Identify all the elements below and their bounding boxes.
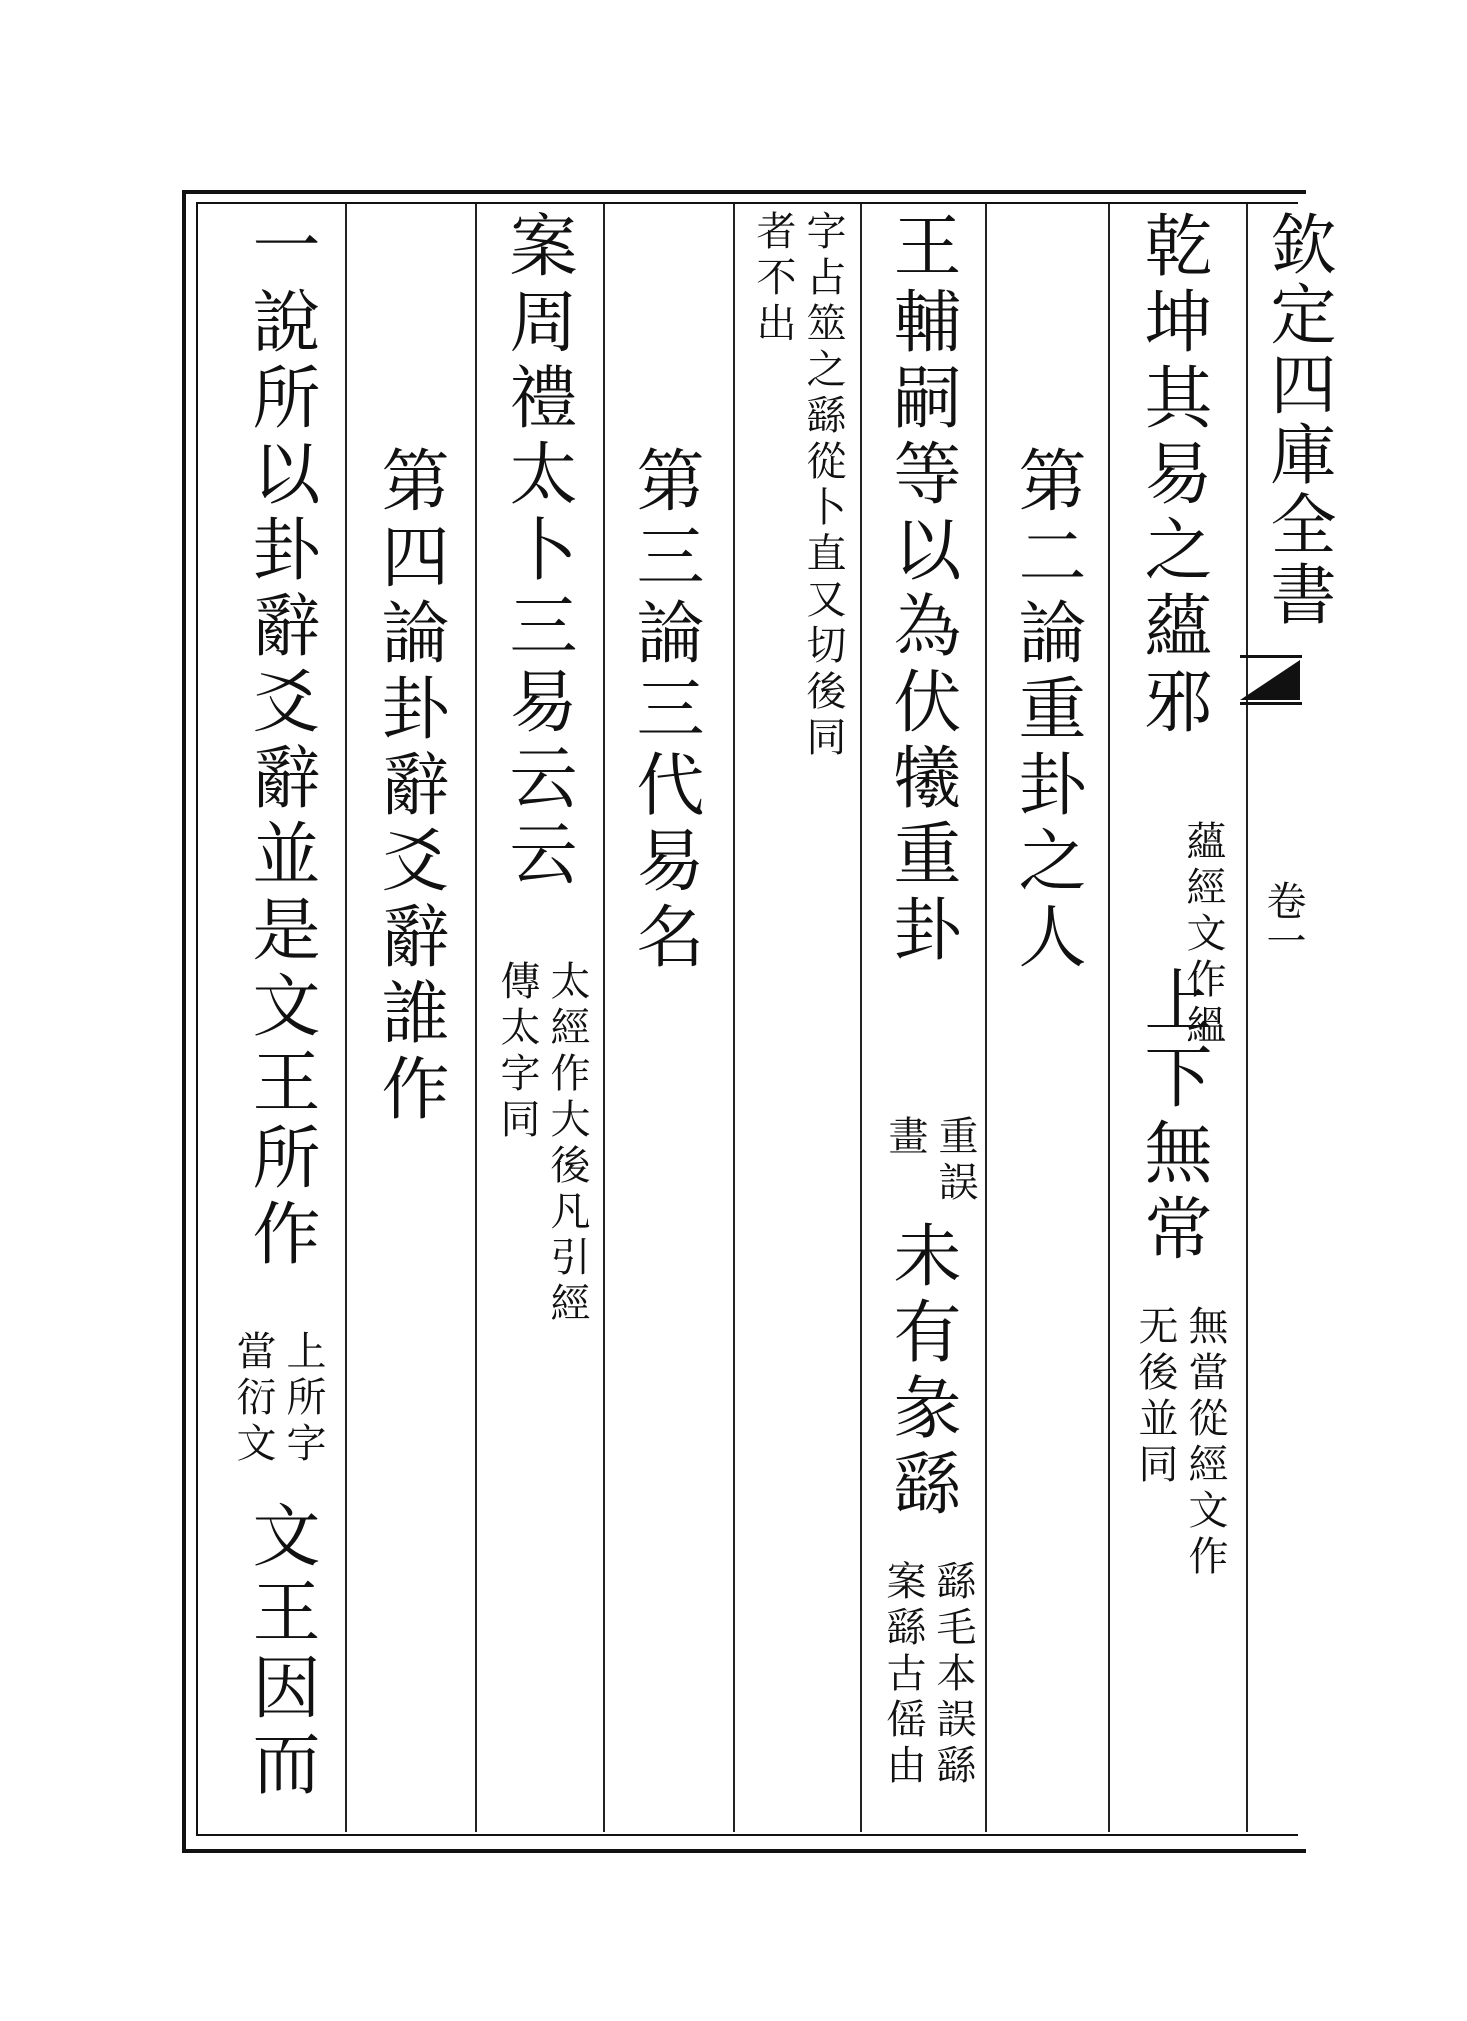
section-heading-4: 第四論卦辭爻辭誰作: [370, 445, 449, 1129]
column-rule: [603, 204, 605, 1832]
text-column-3-note-2: 繇毛本誤繇案繇古傜由: [880, 1560, 976, 1790]
text-column-1-main-2: 上下無常: [1133, 965, 1212, 1269]
column-rule: [1108, 204, 1110, 1832]
column-rule: [985, 204, 987, 1832]
book-title: 欽定四庫全書: [1259, 210, 1336, 630]
text-column-6-main: 案周禮太卜三易云云: [498, 210, 577, 894]
text-column-1-main: 乾坤其易之蘊邪: [1133, 210, 1212, 742]
column-rule: [733, 204, 735, 1832]
text-column-8-note: 上所字當衍文: [230, 1330, 326, 1468]
text-column-3-note: 重誤畫: [882, 1115, 978, 1207]
fish-tail-mark: [1240, 660, 1300, 700]
fish-tail-line: [1240, 655, 1302, 658]
text-column-8-main: 一說所以卦辭爻辭並是文王所作: [241, 210, 320, 1274]
text-column-6-note: 太經作大後凡引經傳太字同: [494, 960, 590, 1328]
text-column-1-note-2: 無當從經文作无後並同: [1132, 1305, 1228, 1581]
column-rule: [860, 204, 862, 1832]
text-column-4-note: 字占筮之繇從卜直又切後同者不出: [750, 210, 846, 762]
column-rule: [345, 204, 347, 1832]
text-column-1-note: 蘊經文作縕: [1180, 820, 1226, 1050]
text-column-8-main-2: 文王因而: [241, 1500, 320, 1804]
section-heading-3: 第三論三代易名: [625, 445, 704, 977]
volume-label: 卷一: [1260, 880, 1306, 960]
text-column-3-main-2: 未有彖繇: [882, 1220, 961, 1524]
section-heading-2: 第二論重卦之人: [1007, 445, 1086, 977]
column-rule: [475, 204, 477, 1832]
column-rule: [1246, 204, 1248, 1832]
fish-tail-line: [1240, 702, 1302, 705]
text-column-3-main: 王輔嗣等以為伏犧重卦: [882, 210, 961, 970]
